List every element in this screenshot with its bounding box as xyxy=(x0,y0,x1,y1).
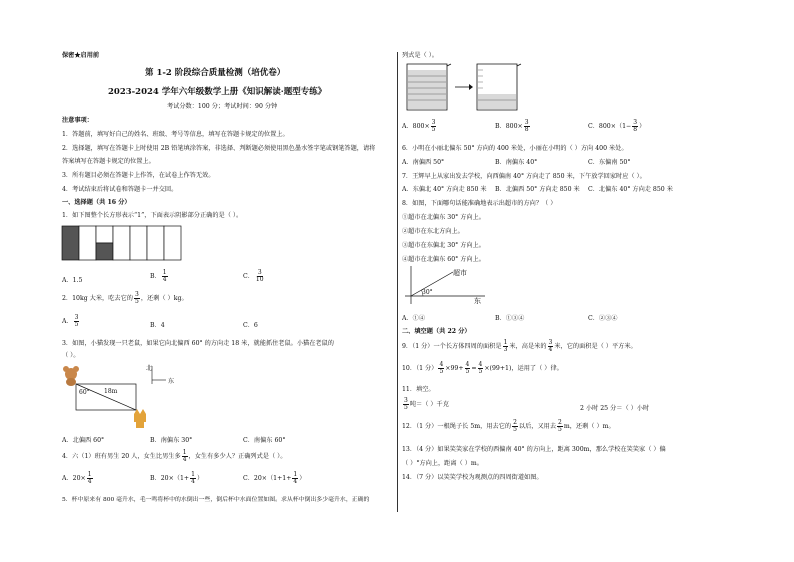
q3-north-label: 北 xyxy=(146,365,153,372)
q13-text: 13．（4 分）如果笑笑家在学校的西偏南 40° 的方向上，距离 300m，那么学校在笑笑家（ ）偏 xyxy=(402,446,666,453)
q1-rectangle-figure xyxy=(62,226,192,262)
q8-statement-4: ④超市在北偏东 60° 方向上。 xyxy=(402,256,485,263)
q1-text: 1．如下图整个长方形表示“1”，下面表示阴影部分正确的是（ ）。 xyxy=(62,212,243,219)
cat-icon xyxy=(134,409,146,428)
q1-option-b[interactable]: B． $\frac{1}{4}$ xyxy=(150,269,167,283)
beaker-full xyxy=(407,64,451,110)
q6-option-b[interactable]: B．南偏东 40° xyxy=(495,159,538,166)
page-subtitle: 2023-2024 学年六年级数学上册《知识解读·题型专练》 xyxy=(108,87,327,97)
q1-option-a[interactable]: A．1.5 xyxy=(62,277,83,284)
q9-text: 9．（1 分）一个长方体四周的面积是 $\frac{1}{3}$ 米，高是米的 $\frac{3}{4}$ 米，它的面积是（ ）平方米。 xyxy=(402,339,637,353)
q6-text: 6．小明在小丽北偏东 50° 方向的 400 米处，小丽在小明的（ ）方向 400 米处。 xyxy=(402,145,628,152)
section1-title: 一、选择题（共 16 分） xyxy=(62,199,131,206)
arrow-right-icon xyxy=(455,84,473,90)
exam-meta: 考试分数：100 分；考试时间：90 分钟 xyxy=(167,103,278,110)
q5-text: 5．杯中原来有 800 毫升水，毛一鸣将杯中的水倒出一些，倒后杯中水面位置如图。求从杯中倒出多少毫升水，正确的 xyxy=(62,497,370,503)
q8-statement-1: ①超市在北偏东 30° 方向上。 xyxy=(402,214,485,221)
q5-text-cont: 列式是（ ）。 xyxy=(402,52,438,59)
mouse-icon xyxy=(63,366,79,386)
q5-option-a[interactable]: A．800× $\frac{3}{5}$ xyxy=(402,119,436,133)
q8-direction-figure xyxy=(405,266,495,308)
q4-option-c[interactable]: C．20×（1+1+ $\frac{1}{4}$ ） xyxy=(243,471,306,485)
note-1: 1．答题前，填写好自己的姓名、班级、考号等信息，填写在答题卡规定的位置上。 xyxy=(62,131,289,138)
q3-direction-figure xyxy=(62,362,175,432)
secret-label: 保密★启用前 xyxy=(62,52,100,59)
note-3: 3．所有题目必须在答题卡上作答，在试卷上作答无效。 xyxy=(62,172,215,179)
page-title: 第 1-2 阶段综合质量检测（培优卷） xyxy=(145,68,286,78)
section2-title: 二、填空题（共 22 分） xyxy=(402,328,471,335)
q14-text: 14．（7 分）以笑笑学校为观测点的四周街道如图。 xyxy=(402,474,543,481)
q7-option-b[interactable]: B．北偏西 50° 方向走 850 米 xyxy=(495,186,580,193)
q7-text: 7．王辉早上从家出发去学校，向西偏南 40° 方向走了 850 米，下午放学回家时应（ ）。 xyxy=(402,173,646,180)
q8-statement-2: ②超市在东北方向上。 xyxy=(402,228,464,235)
q2-option-c[interactable]: C．6 xyxy=(243,322,258,329)
q7-option-a[interactable]: A．东偏北 40° 方向走 850 米 xyxy=(402,186,487,193)
q2-text: 2．10kg 大米，吃去它的 $\frac{3}{5}$ ，还剩（ ）kg。 xyxy=(62,291,188,305)
q3-text: 3．如图，小猫发现一只老鼠，如果它向北偏西 60° 的方向走 18 米，就能抓住老鼠。小猫在老鼠的 xyxy=(62,340,334,347)
q3-text-cont: （ ）。 xyxy=(62,352,80,359)
q8-angle-label: 30° xyxy=(422,289,433,296)
notes-heading: 注意事项： xyxy=(62,117,93,124)
q8-option-a[interactable]: A．①④ xyxy=(402,315,426,322)
q5-option-c[interactable]: C．800×（1− $\frac{3}{8}$ ） xyxy=(588,119,646,133)
q6-option-c[interactable]: C．东偏南 50° xyxy=(588,159,631,166)
q11-text: 11．填空。 xyxy=(402,386,435,393)
note-2-cont: 答案填写在答题卡规定的位置上。 xyxy=(62,158,155,165)
beaker-poured xyxy=(477,64,521,110)
q1-option-c[interactable]: C． $\frac{3}{10}$ xyxy=(243,269,264,283)
q5-beaker-figure xyxy=(405,60,525,112)
q3-east-label: 东 xyxy=(168,378,175,385)
q4-option-a[interactable]: A．20× $\frac{1}{4}$ xyxy=(62,471,92,485)
q8-east-label: 东 xyxy=(474,297,481,305)
q11-right: 2 小时 25 分＝（ ）小时 xyxy=(580,405,650,412)
note-4: 4．考试结束后将试卷和答题卡一并交回。 xyxy=(62,186,178,193)
q1-shaded-cell xyxy=(62,226,79,260)
q3-angle-label: 60° xyxy=(79,389,90,396)
q8-option-c[interactable]: C．②③④ xyxy=(588,315,618,322)
q3-option-b[interactable]: B．南偏东 30° xyxy=(150,437,193,444)
q4-option-b[interactable]: B．20×（1+ $\frac{1}{4}$ ） xyxy=(150,471,204,485)
q13-text-cont: （ ）°方向上，距离（ ）m。 xyxy=(402,460,483,467)
q11-left: $\frac{3}{5}$ 吨＝（ ）千克 xyxy=(404,397,449,411)
q4-text: 4．六（1）班有男生 20 人，女生比男生多 $\frac{1}{4}$ ，女生有多少人？正确列式是（ ）。 xyxy=(62,449,287,463)
note-2: 2．选择题，填写在答题卡上时使用 2B 铅笔填涂答案，非选择、判断题必须使用黑色墨水签字笔或钢笔答题，请将 xyxy=(62,145,376,152)
q5-option-b[interactable]: B．800× $\frac{3}{8}$ xyxy=(495,119,529,133)
q3-distance-label: 18m xyxy=(104,388,118,395)
q7-option-c[interactable]: C．北偏东 40° 方向走 850 米 xyxy=(588,186,673,193)
q3-option-a[interactable]: A．北偏西 60° xyxy=(62,437,105,444)
column-divider xyxy=(397,52,398,512)
q12-text: 12．（1 分）一根绳子长 5m，用去它的 $\frac{2}{5}$ 以后，又用去 $\frac{2}{5}$ m，还剩（ ）m。 xyxy=(402,419,615,433)
q2-option-a[interactable]: A． $\frac{3}{5}$ xyxy=(62,314,79,328)
q2-option-b[interactable]: B．4 xyxy=(150,322,165,329)
q6-option-a[interactable]: A．南偏西 50° xyxy=(402,159,445,166)
q8-option-b[interactable]: B．①③④ xyxy=(495,315,525,322)
q8-store-label: 超市 xyxy=(453,269,467,277)
q10-text: 10．（1 分） $\frac{4}{5}$ ×99+ $\frac{4}{5}$ = $\frac{4}{5}$ ×(99+1)，运用了（ ）律。 xyxy=(402,361,563,375)
q8-statement-3: ③超市在东偏北 30° 方向上。 xyxy=(402,242,485,249)
q8-text: 8．如图，下面哪句话能准确地表示出超市的方向？（ ） xyxy=(402,200,557,207)
q3-option-c[interactable]: C．南偏东 60° xyxy=(243,437,286,444)
